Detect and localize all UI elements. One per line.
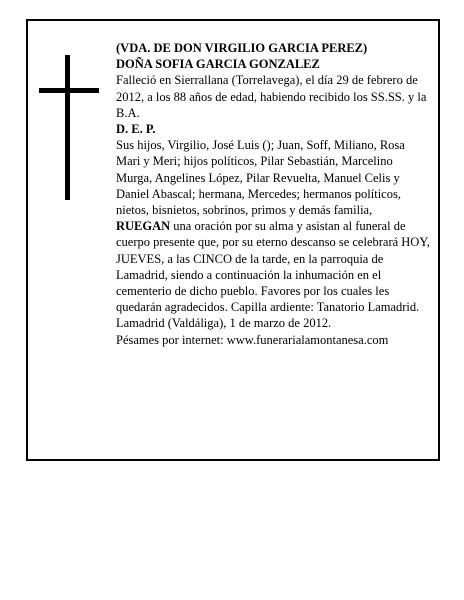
- deceased-name: DOÑA SOFIA GARCIA GONZALEZ: [116, 57, 320, 72]
- place-date: Lamadrid (Valdáliga), 1 de marzo de 2012.: [116, 316, 332, 331]
- family-list: Sus hijos, Virgilio, José Luis (); Juan, Soff, Miliano, Rosa Mari y Meri; hijos políticos, Pilar Sebastián, Marcelino Murga, Angelines López, Pilar Revuelta, Manuel Celis y Daniel Abascal; hermana, Mercedes; hermanos políticos, nietos, bisnietos, sobrinos, primos y demás familia,: [116, 138, 405, 218]
- cross-icon: [39, 55, 99, 200]
- condolences-line: Pésames por internet: www.funerarialamontanesa.com: [116, 332, 389, 347]
- death-details-1: Falleció en Sierrallana (Torrelavega), el día 29 de febrero de: [116, 73, 418, 88]
- funeral-details: una oración por su alma y asistan al funeral de cuerpo presente que, por su eterno descanso se celebrará HOY, JUEVES, a las CINCO de la tarde, en la parroquia de Lamadrid, siendo a continuación la inhumación en el cementerio de dicho pueblo. Favores por los cuales les quedarán agradecidos. Capilla ardiente: Tanatorio Lamadrid.: [116, 219, 430, 315]
- obituary-text: [116, 40, 432, 348]
- widow-heading: (VDA. DE DON VIRGILIO GARCIA PEREZ): [116, 41, 368, 55]
- death-details-2: 2012, a los 88 años de edad, habiendo recibido los SS.SS. y la B.A.: [116, 89, 427, 120]
- dep-line: D. E. P.: [116, 122, 156, 137]
- obituary-notice: [26, 19, 440, 461]
- funeral-request: [116, 218, 432, 315]
- ruegan-word: RUEGAN: [116, 219, 171, 234]
